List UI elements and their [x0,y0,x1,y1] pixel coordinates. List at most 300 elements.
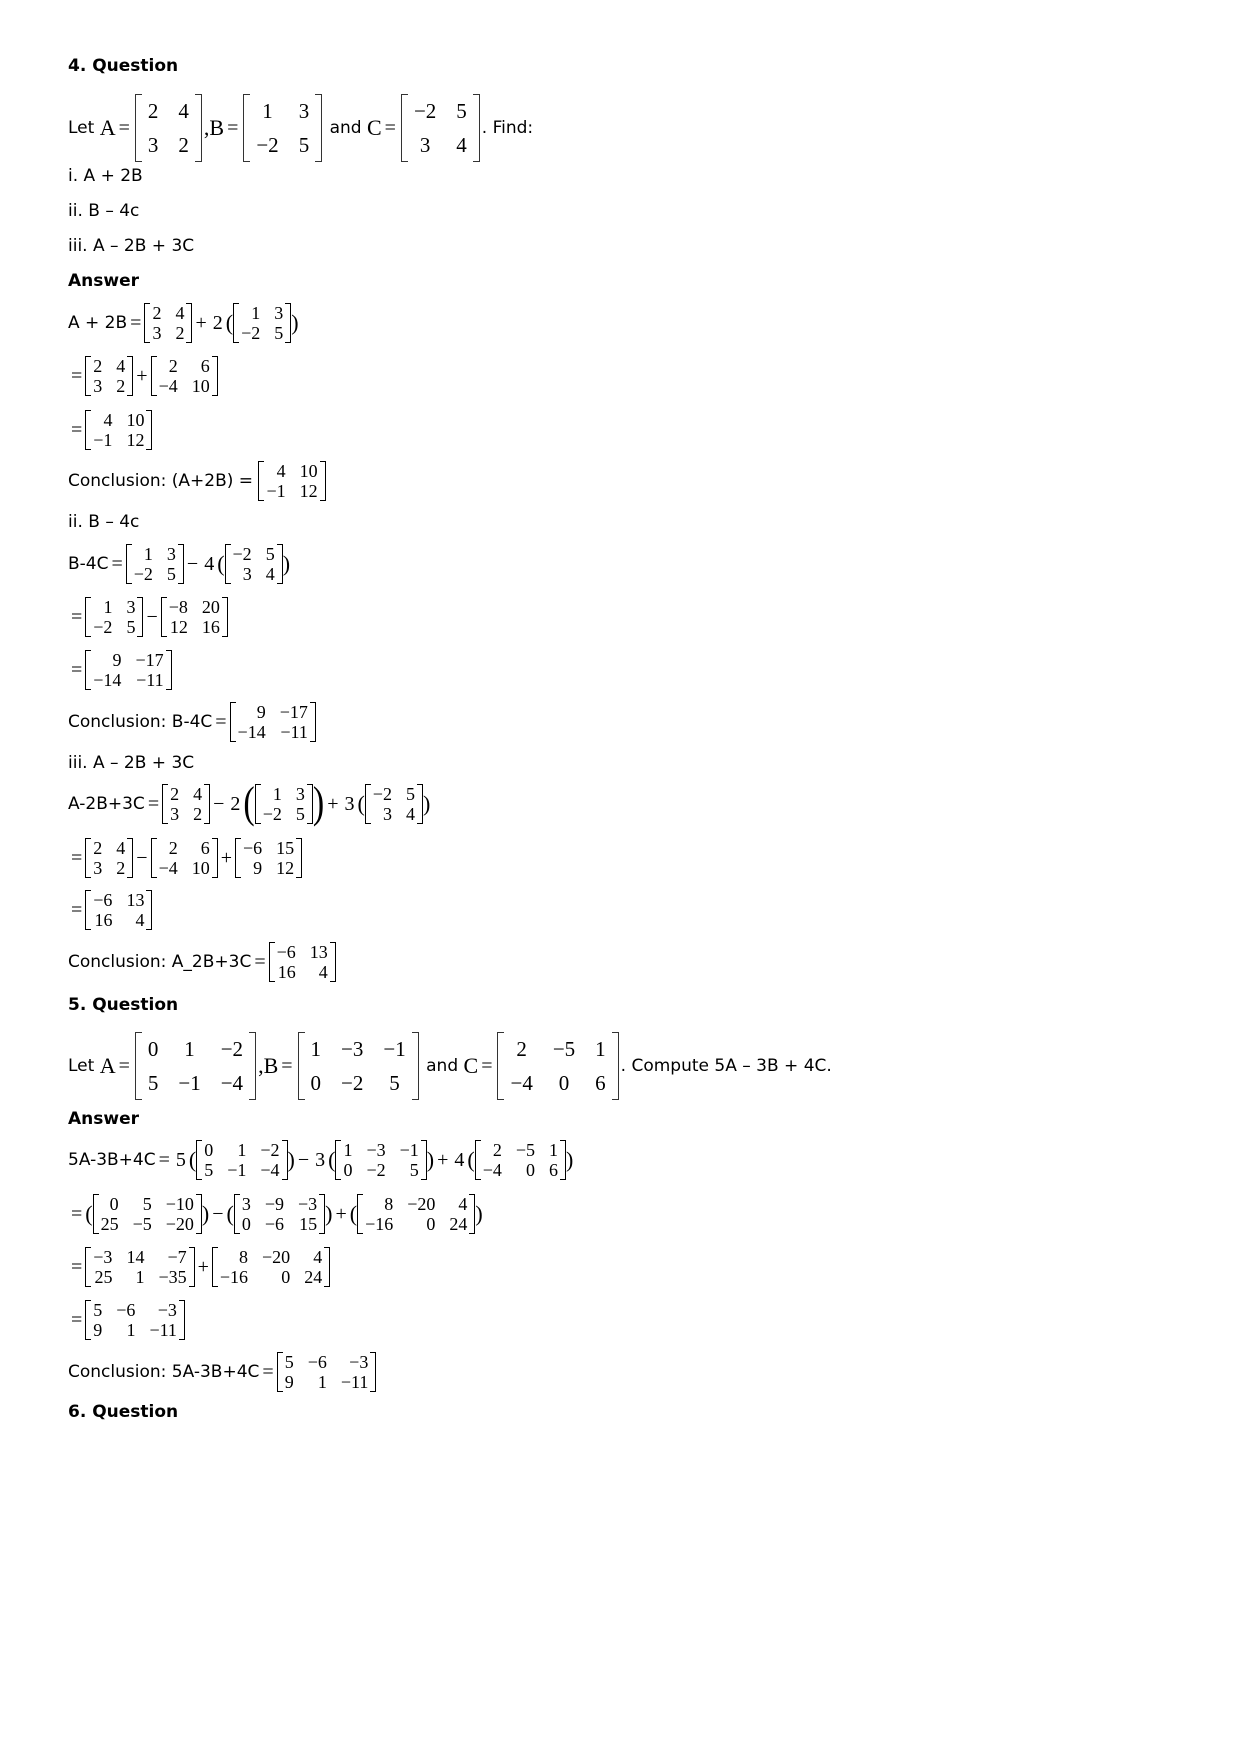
matrix-cell: 2 [178,133,189,157]
matrix-cell: 4 [193,784,203,804]
matrix-cell: 1 [595,1037,606,1061]
matrix [151,838,218,878]
matrix-cell: 3 [419,133,431,157]
matrix-cell: 4 [458,1194,468,1214]
matrix-cell: −1 [227,1160,247,1180]
paren: ( [349,1201,358,1226]
matrix [85,356,133,396]
matrix-cell: 3 [166,544,176,564]
matrix-cell: 3 [170,804,180,824]
matrix-entries [142,94,195,162]
right-bracket [186,303,192,343]
matrix-cell: 1 [184,1037,195,1061]
matrix-cell: −6 [307,1352,327,1372]
matrix-cell: 3 [382,804,392,824]
matrix-entries [236,702,310,742]
right-bracket [146,410,152,450]
equals-sign: = [118,116,130,139]
matrix-cell: 6 [200,838,210,858]
result-matrix [230,702,316,742]
matrix-cell: −2 [372,784,392,804]
and-text: and [329,118,362,138]
matrix-cell: −3 [349,1352,369,1372]
matrix-cell: 1 [310,1037,322,1061]
equals-sign: = [281,1054,293,1077]
right-bracket [127,356,133,396]
right-bracket [204,784,210,824]
equals-sign: = [262,1360,274,1383]
equals-sign: = [147,792,160,815]
equals-sign: = [71,898,83,921]
matrix-cell: −1 [399,1140,419,1160]
matrix-entries [283,1352,371,1392]
matrix-cell: −2 [366,1160,386,1180]
matrix-cell: 4 [116,838,126,858]
matrix-cell: 12 [126,430,145,450]
right-bracket [417,784,423,824]
matrix-cell: 5 [265,544,275,564]
matrix-entries [250,94,315,162]
matrix-cell: 5 [456,99,467,123]
matrix [144,303,192,343]
matrix-cell: 13 [126,890,145,910]
matrix [151,356,218,396]
let-text: Let [68,1056,95,1076]
matrix-entries [275,942,330,982]
comma: , [258,1053,264,1078]
part-ii-heading: ii. B – 4c [68,512,140,532]
matrix-cell: 3 [93,858,103,878]
matrix-b [243,94,322,162]
matrix [85,597,143,637]
equation-line [68,779,431,828]
matrix [85,1300,185,1340]
right-bracket [137,597,143,637]
matrix-cell: 1 [317,1372,327,1392]
matrix-cell: 3 [93,376,103,396]
plus-sign: + [195,311,207,334]
lhs-text: A + 2B [68,313,128,333]
equals-sign: = [71,364,83,387]
result-matrix [258,461,325,501]
matrix-cell: −4 [260,1160,280,1180]
equals-sign: = [71,418,83,441]
matrix-cell: 0 [310,1071,322,1095]
matrix-cell: −2 [241,323,261,343]
matrix-cell: 3 [126,597,136,617]
right-bracket [277,544,283,584]
matrix-cell: −6 [276,942,296,962]
matrix-cell: 15 [299,1214,318,1234]
matrix-entries [167,597,222,637]
equals-sign: = [130,311,142,334]
right-bracket [146,890,152,930]
matrix-cell: 5 [166,564,176,584]
matrix-cell: −6 [116,1300,136,1320]
matrix-cell: −2 [232,544,252,564]
matrix-b-label: B [263,1053,279,1078]
matrix-entries [218,1247,324,1287]
right-bracket [560,1140,566,1180]
right-bracket [212,838,218,878]
matrix-cell: 13 [309,942,328,962]
matrix [85,890,152,930]
right-bracket [473,94,480,162]
minus-sign: − [212,1202,224,1225]
matrix-cell: 1 [251,303,261,323]
minus-sign: − [136,846,148,869]
equals-sign: = [71,1308,83,1331]
matrix [162,784,210,824]
equals-sign: = [71,658,83,681]
conclusion-label: Conclusion: B-4C [68,712,213,732]
matrix-a-label: A [99,115,116,140]
let-text: Let [68,118,95,138]
matrix-cell: 5 [409,1160,419,1180]
equation-line [68,410,152,450]
matrix-entries [91,356,127,396]
right-bracket [127,838,133,878]
paren: ) [291,310,299,335]
matrix-cell: −17 [135,650,164,670]
question-4-statement [68,94,533,162]
matrix-entries [91,597,137,637]
right-bracket [166,650,172,690]
matrix-entries [371,784,417,824]
matrix-cell: 1 [237,1140,247,1160]
matrix-entries [408,94,473,162]
matrix-cell: 5 [284,1352,294,1372]
matrix [212,1247,330,1287]
conclusion-label: Conclusion: (A+2B) = [68,471,254,491]
matrix-cell: 10 [191,858,210,878]
matrix-cell: −20 [165,1214,194,1234]
matrix-cell: −6 [243,838,263,858]
matrix-entries [91,838,127,878]
matrix-cell: 12 [276,858,295,878]
coefficient: 2 [230,792,241,815]
matrix-cell: −14 [237,722,266,742]
matrix-cell: −6 [93,890,113,910]
matrix-entries [99,1194,196,1234]
matrix-cell: −4 [220,1071,244,1095]
matrix [255,784,313,824]
equals-sign: = [71,1255,83,1278]
equals-sign: = [215,710,227,733]
matrix-cell: −17 [279,702,308,722]
right-bracket [310,702,316,742]
right-bracket [212,356,218,396]
matrix-cell: 3 [242,564,252,584]
matrix-cell: 1 [143,544,153,564]
coefficient: 4 [454,1148,465,1171]
matrix-cell: −16 [219,1267,249,1287]
matrix-cell: 4 [135,910,145,930]
part-i-label: i. A + 2B [68,166,143,186]
matrix-cell: 9 [284,1372,294,1392]
matrix-cell: 1 [343,1140,353,1160]
matrix-cell: 0 [558,1071,570,1095]
equals-sign: = [158,1148,170,1171]
right-bracket [370,1352,376,1392]
matrix-cell: 8 [384,1194,394,1214]
matrix-cell: 5 [295,804,305,824]
matrix-cell: 4 [405,804,415,824]
matrix-b [298,1032,419,1100]
matrix-cell: −2 [262,804,282,824]
matrix-cell: −7 [167,1247,187,1267]
plus-sign: + [335,1202,347,1225]
matrix-cell: 12 [299,481,318,501]
matrix-cell: 6 [549,1160,559,1180]
matrix [357,1194,475,1234]
paren: ( [226,1201,234,1226]
question-6-heading: 6. Question [68,1402,179,1422]
equation-line [68,1247,330,1287]
result-matrix [277,1352,377,1392]
part-ii-label: ii. B – 4c [68,201,140,221]
matrix-c [497,1032,618,1100]
matrix-cell: 1 [103,597,113,617]
matrix-cell: 25 [100,1214,119,1234]
matrix-cell: 5 [298,133,310,157]
equation-line [68,597,228,637]
minus-sign: − [213,792,225,815]
matrix [85,1247,194,1287]
matrix-entries [264,461,319,501]
matrix-entries [202,1140,281,1180]
lhs-text: B-4C [68,554,109,574]
conclusion-line [68,461,326,501]
right-bracket [330,942,336,982]
conclusion-line [68,942,336,982]
coefficient: 2 [212,311,223,334]
left-bracket [298,1032,305,1100]
matrix-cell: −5 [552,1037,576,1061]
lhs-text: A-2B+3C [68,794,145,814]
matrix-entries [240,1194,319,1234]
paren: ( [188,1147,197,1172]
matrix-entries [504,1032,611,1100]
matrix-cell: 3 [147,133,159,157]
matrix-cell: 4 [178,99,189,123]
matrix-cell: 4 [456,133,467,157]
paren: ) [426,1147,435,1172]
matrix-cell: 2 [168,838,178,858]
equals-sign: = [227,116,239,139]
equation-line [68,356,218,396]
paren: ( [243,779,255,828]
coefficient: 4 [204,552,215,575]
matrix [335,1140,426,1180]
equals-sign: = [254,950,266,973]
right-bracket [285,303,291,343]
matrix [85,410,152,450]
matrix-cell: −8 [168,597,188,617]
matrix [233,303,291,343]
right-bracket [421,1140,427,1180]
matrix-cell: 14 [126,1247,145,1267]
matrix-cell: 16 [94,910,113,930]
matrix-cell: 5 [389,1071,400,1095]
matrix-cell: 2 [175,323,185,343]
minus-sign: − [146,605,158,628]
matrix-cell: 2 [116,858,126,878]
equals-sign: = [384,116,396,139]
matrix-cell: −9 [264,1194,285,1214]
matrix-cell: 10 [191,376,210,396]
answer-heading: Answer [68,1109,139,1129]
matrix-cell: 24 [304,1267,323,1287]
plus-sign: + [437,1148,449,1171]
right-bracket [222,597,228,637]
matrix [365,784,423,824]
matrix-cell: 2 [93,838,103,858]
matrix-cell: 0 [204,1140,214,1160]
paren: ( [85,1201,93,1226]
matrix-cell: 0 [147,1037,159,1061]
equation-line [68,650,172,690]
matrix-cell: 5 [93,1300,103,1320]
right-bracket [189,1247,195,1287]
left-bracket [497,1032,504,1100]
matrix-cell: 20 [201,597,220,617]
matrix-cell: −2 [256,133,279,157]
matrix-cell: 1 [549,1140,559,1160]
matrix-cell: 0 [426,1214,436,1234]
matrix-cell: 9 [253,858,263,878]
matrix-cell: 2 [170,784,180,804]
matrix-cell: −2 [260,1140,280,1160]
matrix-cell: −1 [266,481,286,501]
minus-sign: − [186,552,199,575]
matrix-cell: 6 [200,356,210,376]
question-4-heading: 4. Question [68,56,179,76]
matrix-entries [91,890,146,930]
matrix-cell: −5 [132,1214,152,1234]
right-bracket [469,1194,475,1234]
question-5-statement [68,1032,832,1100]
and-text: and [426,1056,459,1076]
matrix-cell: −4 [510,1071,533,1095]
matrix [126,544,184,584]
matrix-a [135,1032,256,1100]
matrix-entries [261,784,307,824]
matrix-entries [341,1140,420,1180]
equals-sign: = [481,1054,493,1077]
paren: ( [357,791,365,816]
matrix-cell: 5 [126,617,136,637]
matrix-cell: 4 [276,461,286,481]
matrix-entries [363,1194,469,1234]
matrix-cell: 25 [94,1267,113,1287]
equation-line [68,303,299,343]
equals-sign: = [118,1054,130,1077]
matrix-entries [241,838,296,878]
matrix-cell: 8 [239,1247,249,1267]
equals-sign: = [111,552,123,575]
matrix-cell: 0 [241,1214,251,1234]
matrix-cell: 2 [516,1037,527,1061]
matrix [475,1140,566,1180]
matrix-cell: −20 [262,1247,291,1267]
equation-line [68,1300,185,1340]
matrix-cell: 3 [274,303,284,323]
equation-line [68,1140,573,1180]
matrix-entries [157,356,212,396]
conclusion-line [68,702,316,742]
matrix-cell: 24 [449,1214,468,1234]
matrix-cell: 4 [175,303,185,323]
answer-heading: Answer [68,271,139,291]
matrix-entries [91,1300,179,1340]
matrix-a [135,94,202,162]
left-bracket [401,94,408,162]
right-bracket [324,1247,330,1287]
paren: ( [217,551,225,576]
right-bracket [320,461,326,501]
matrix-cell: −20 [407,1194,436,1214]
matrix [93,1194,202,1234]
matrix-cell: −2 [220,1037,244,1061]
matrix-entries [142,1032,249,1100]
matrix-cell: 5 [147,1071,159,1095]
find-text: . Find: [481,118,534,138]
matrix-cell: 12 [169,617,188,637]
conclusion-line [68,1352,376,1392]
matrix-cell: 16 [201,617,220,637]
matrix [161,597,228,637]
equation-line [68,544,290,584]
matrix-cell: 5 [204,1160,214,1180]
matrix-cell: 3 [241,1194,251,1214]
right-bracket [319,1194,325,1234]
matrix-cell: 2 [116,376,126,396]
matrix-cell: −4 [158,858,178,878]
paren: ) [201,1201,210,1226]
paren: ) [312,779,325,828]
matrix-cell: −3 [157,1300,177,1320]
matrix [85,838,133,878]
matrix-entries [132,544,178,584]
paren: ( [328,1147,336,1172]
matrix-cell: 4 [318,962,328,982]
matrix-cell: 9 [256,702,266,722]
matrix-cell: 2 [93,356,103,376]
matrix [235,838,302,878]
comma: , [203,115,210,140]
matrix [225,544,283,584]
conclusion-label: Conclusion: A_2B+3C [68,952,252,972]
matrix-cell: −3 [366,1140,386,1160]
matrix-cell: −3 [298,1194,318,1214]
matrix-cell: −2 [133,564,153,584]
matrix-entries [150,303,186,343]
matrix-cell: −10 [165,1194,194,1214]
matrix-entries [305,1032,412,1100]
plus-sign: + [197,1255,209,1278]
right-bracket [178,544,184,584]
part-iii-heading: iii. A – 2B + 3C [68,753,195,773]
equation-line [68,890,152,930]
right-bracket [296,838,302,878]
matrix-cell: 2 [152,303,162,323]
matrix-cell: −11 [340,1372,369,1392]
matrix-cell: 0 [281,1267,291,1287]
matrix-cell: −14 [93,670,122,690]
equation-line [68,838,302,878]
matrix-cell: −3 [93,1247,113,1267]
